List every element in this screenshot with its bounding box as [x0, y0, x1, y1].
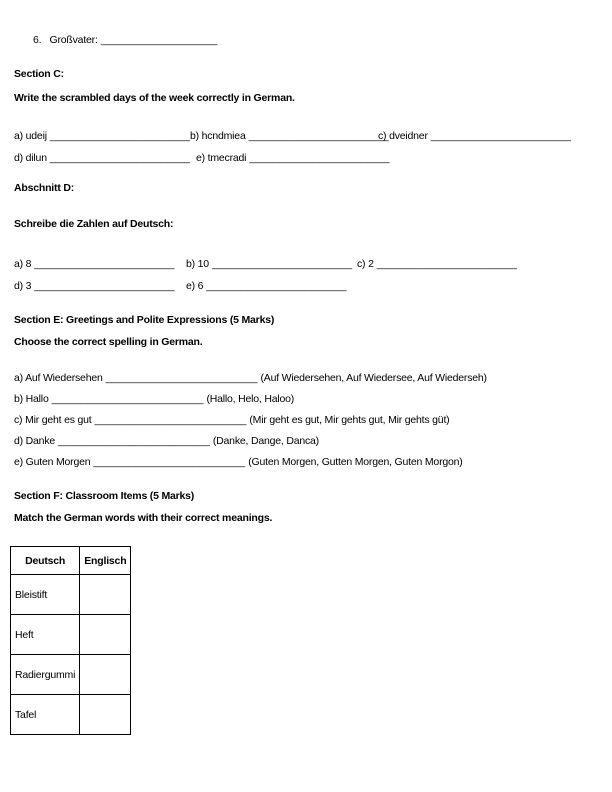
- item-number: 6.: [33, 34, 42, 46]
- section-c-title: Section C:: [14, 68, 64, 80]
- section-c-row-1: [14, 130, 598, 142]
- table-header-englisch: Englisch: [80, 547, 131, 575]
- item-word: Großvater:: [49, 34, 98, 46]
- answer-blank: ____________________: [100, 34, 218, 46]
- section-d-instruction: Schreibe die Zahlen auf Deutsch:: [14, 218, 174, 230]
- item-label: b) 10: [186, 258, 209, 270]
- section-d-row-2: [14, 280, 598, 292]
- fill-blank-item: [14, 152, 196, 164]
- english-answer-cell: [80, 655, 131, 695]
- table-row: [11, 615, 131, 655]
- table-row: [11, 655, 131, 695]
- section-f-title: Section F: Classroom Items (5 Marks): [14, 490, 195, 502]
- answer-blank: ________________________: [430, 130, 571, 142]
- answer-blank: ________________________: [49, 152, 190, 164]
- fill-blank-item: [186, 258, 357, 270]
- item-options: (Hallo, Helo, Haloo): [206, 393, 295, 405]
- german-word-cell: Bleistift: [11, 575, 80, 615]
- answer-blank: __________________________: [51, 393, 204, 405]
- item-options: (Danke, Dange, Danca): [212, 435, 319, 447]
- table-row: [11, 575, 131, 615]
- answer-blank: ________________________: [376, 258, 517, 270]
- table-row: [11, 695, 131, 735]
- section-c-instruction: Write the scrambled days of the week correctly in German.: [14, 92, 295, 104]
- answer-blank: ________________________: [249, 152, 390, 164]
- answer-blank: __________________________: [94, 414, 247, 426]
- section-d-title: Abschnitt D:: [14, 182, 75, 194]
- german-word-cell: Tafel: [11, 695, 80, 735]
- item-options: (Guten Morgen, Gutten Morgen, Guten Morgon): [248, 456, 463, 468]
- section-e-instruction: Choose the correct spelling in German.: [14, 336, 203, 348]
- item-label: b) Hallo: [14, 393, 49, 405]
- fill-blank-item: [196, 152, 389, 164]
- item-label: a) Auf Wiedersehen: [14, 372, 103, 384]
- item-label: c) 2: [357, 258, 374, 270]
- fill-blank-item: [357, 258, 517, 270]
- answer-blank: ________________________: [49, 130, 190, 142]
- item-label: c) dveidner: [378, 130, 428, 142]
- english-answer-cell: [80, 575, 131, 615]
- item-label: d) Danke: [14, 435, 56, 447]
- section-c-row-2: [14, 152, 598, 164]
- item-label: d) dilun: [14, 152, 47, 164]
- item-label: e) Guten Morgen: [14, 456, 91, 468]
- answer-blank: __________________________: [105, 372, 258, 384]
- german-word-cell: Heft: [11, 615, 80, 655]
- item-label: a) udeij: [14, 130, 47, 142]
- answer-blank: ________________________: [248, 130, 389, 142]
- item-options: (Auf Wiedersehen, Auf Wiedersee, Auf Wiederseh): [260, 372, 487, 384]
- fill-blank-item: [14, 393, 598, 405]
- answer-blank: ________________________: [34, 258, 175, 270]
- item-label: b) hcndmiea: [190, 130, 246, 142]
- item-label: e) tmecradi: [196, 152, 247, 164]
- fill-blank-item: [14, 130, 190, 142]
- fill-blank-item: [14, 258, 186, 270]
- item-options: (Mir geht es gut, Mir gehts gut, Mir gehts güt): [249, 414, 450, 426]
- item-label: a) 8: [14, 258, 32, 270]
- section-e-title: Section E: Greetings and Polite Expressions (5 Marks): [14, 314, 275, 326]
- fill-blank-item: [14, 435, 598, 447]
- matching-table: [10, 546, 131, 735]
- fill-blank-item: [190, 130, 389, 142]
- worksheet-item-6: [33, 34, 598, 46]
- item-label: d) 3: [14, 280, 32, 292]
- english-answer-cell: [80, 695, 131, 735]
- fill-blank-item: [14, 414, 598, 426]
- item-label: e) 6: [186, 280, 204, 292]
- german-word-cell: Radiergummi: [11, 655, 80, 695]
- section-f-instruction: Match the German words with their correct meanings.: [14, 512, 273, 524]
- fill-blank-item: [14, 372, 598, 384]
- fill-blank-item: [14, 456, 598, 468]
- answer-blank: ________________________: [34, 280, 175, 292]
- table-header-row: [11, 547, 131, 575]
- section-d-row-1: [14, 258, 598, 270]
- fill-blank-item: [378, 130, 571, 142]
- item-label: c) Mir geht es gut: [14, 414, 92, 426]
- answer-blank: __________________________: [93, 456, 246, 468]
- english-answer-cell: [80, 615, 131, 655]
- answer-blank: __________________________: [58, 435, 210, 447]
- fill-blank-item: [14, 280, 186, 292]
- fill-blank-item: [186, 280, 346, 292]
- answer-blank: ________________________: [206, 280, 347, 292]
- answer-blank: ________________________: [211, 258, 353, 270]
- table-header-deutsch: Deutsch: [11, 547, 80, 575]
